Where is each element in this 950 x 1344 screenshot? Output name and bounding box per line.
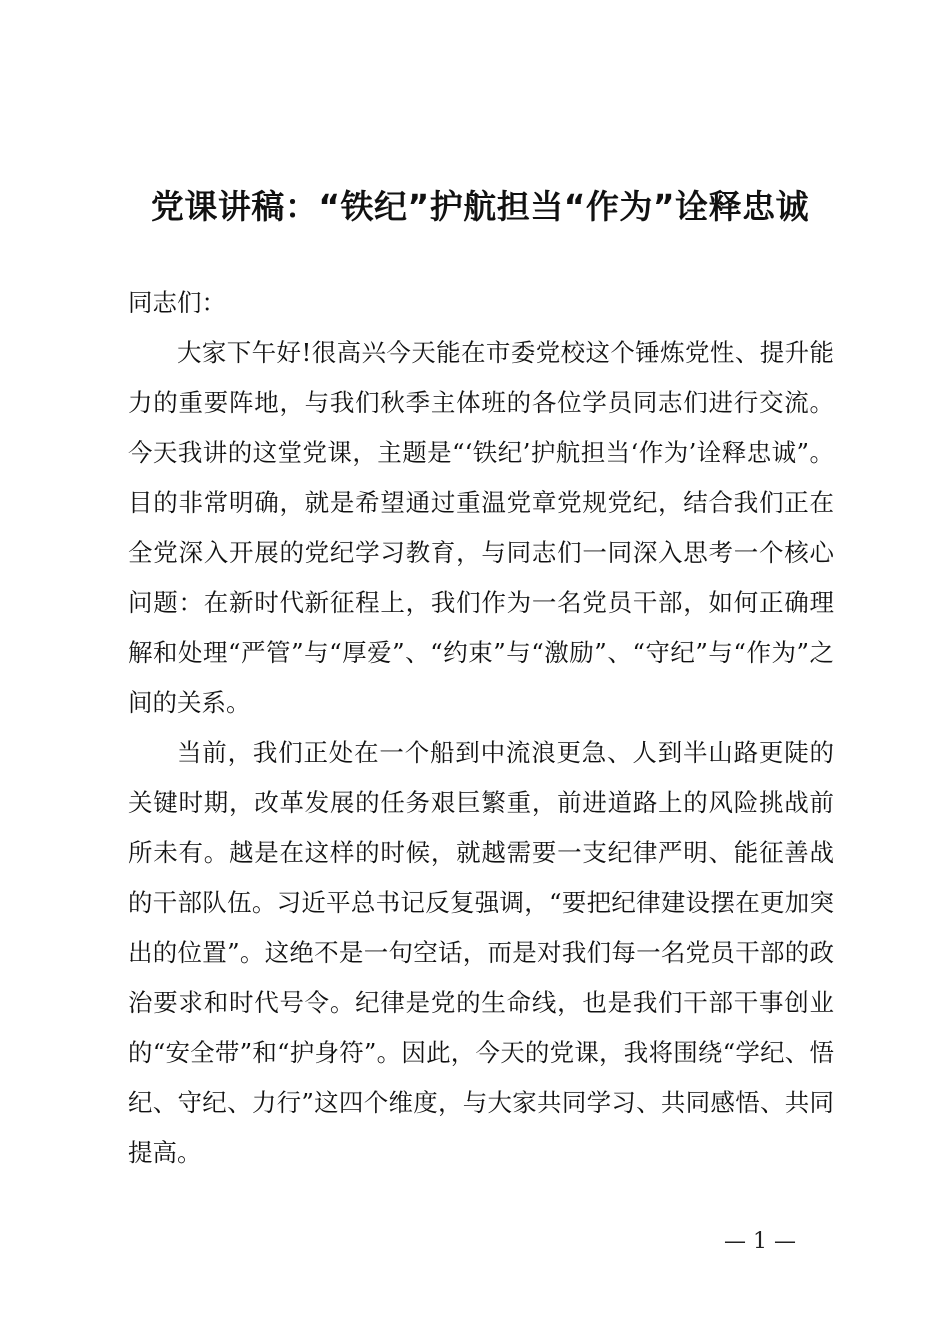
document-body xyxy=(128,278,834,1178)
salutation: 同志们： xyxy=(128,288,226,317)
paragraph-2: 当前，我们正处在一个船到中流浪更急、人到半山路更陡的关键时期，改革发展的任务艰巨繁重，前进道路上的风险挑战前所未有。越是在这样的时候，就越需要一支纪律严明、能征善战的干部队伍。习近平总书记反复强调，“要把纪律建设摆在更加突出的位置”。这绝不是一句空话，而是对我们每一名党员干部的政治要求和时代号令。纪律是党的生命线，也是我们干部干事创业的“安全带”和“护身符”。因此，今天的党课，我将围绕“学纪、悟纪、守纪、力行”这四个维度，与大家共同学习、共同感悟、共同提高。 xyxy=(128,738,834,1167)
document-title: 党课讲稿：“铁纪”护航担当“作为”诠释忠诚 xyxy=(150,187,810,226)
page-number: — 1 — xyxy=(724,1229,796,1254)
paragraph-1: 大家下午好!很高兴今天能在市委党校这个锤炼党性、提升能力的重要阵地，与我们秋季主体班的各位学员同志们进行交流。今天我讲的这堂党课，主题是“‘铁纪’护航担当‘作为’诠释忠诚”。目的非常明确，就是希望通过重温党章党规党纪，结合我们正在全党深入开展的党纪学习教育，与同志们一同深入思考一个核心问题：在新时代新征程上，我们作为一名党员干部，如何正确理解和处理“严管”与“厚爱”、“约束”与“激励”、“守纪”与“作为”之间的关系。 xyxy=(128,338,834,717)
